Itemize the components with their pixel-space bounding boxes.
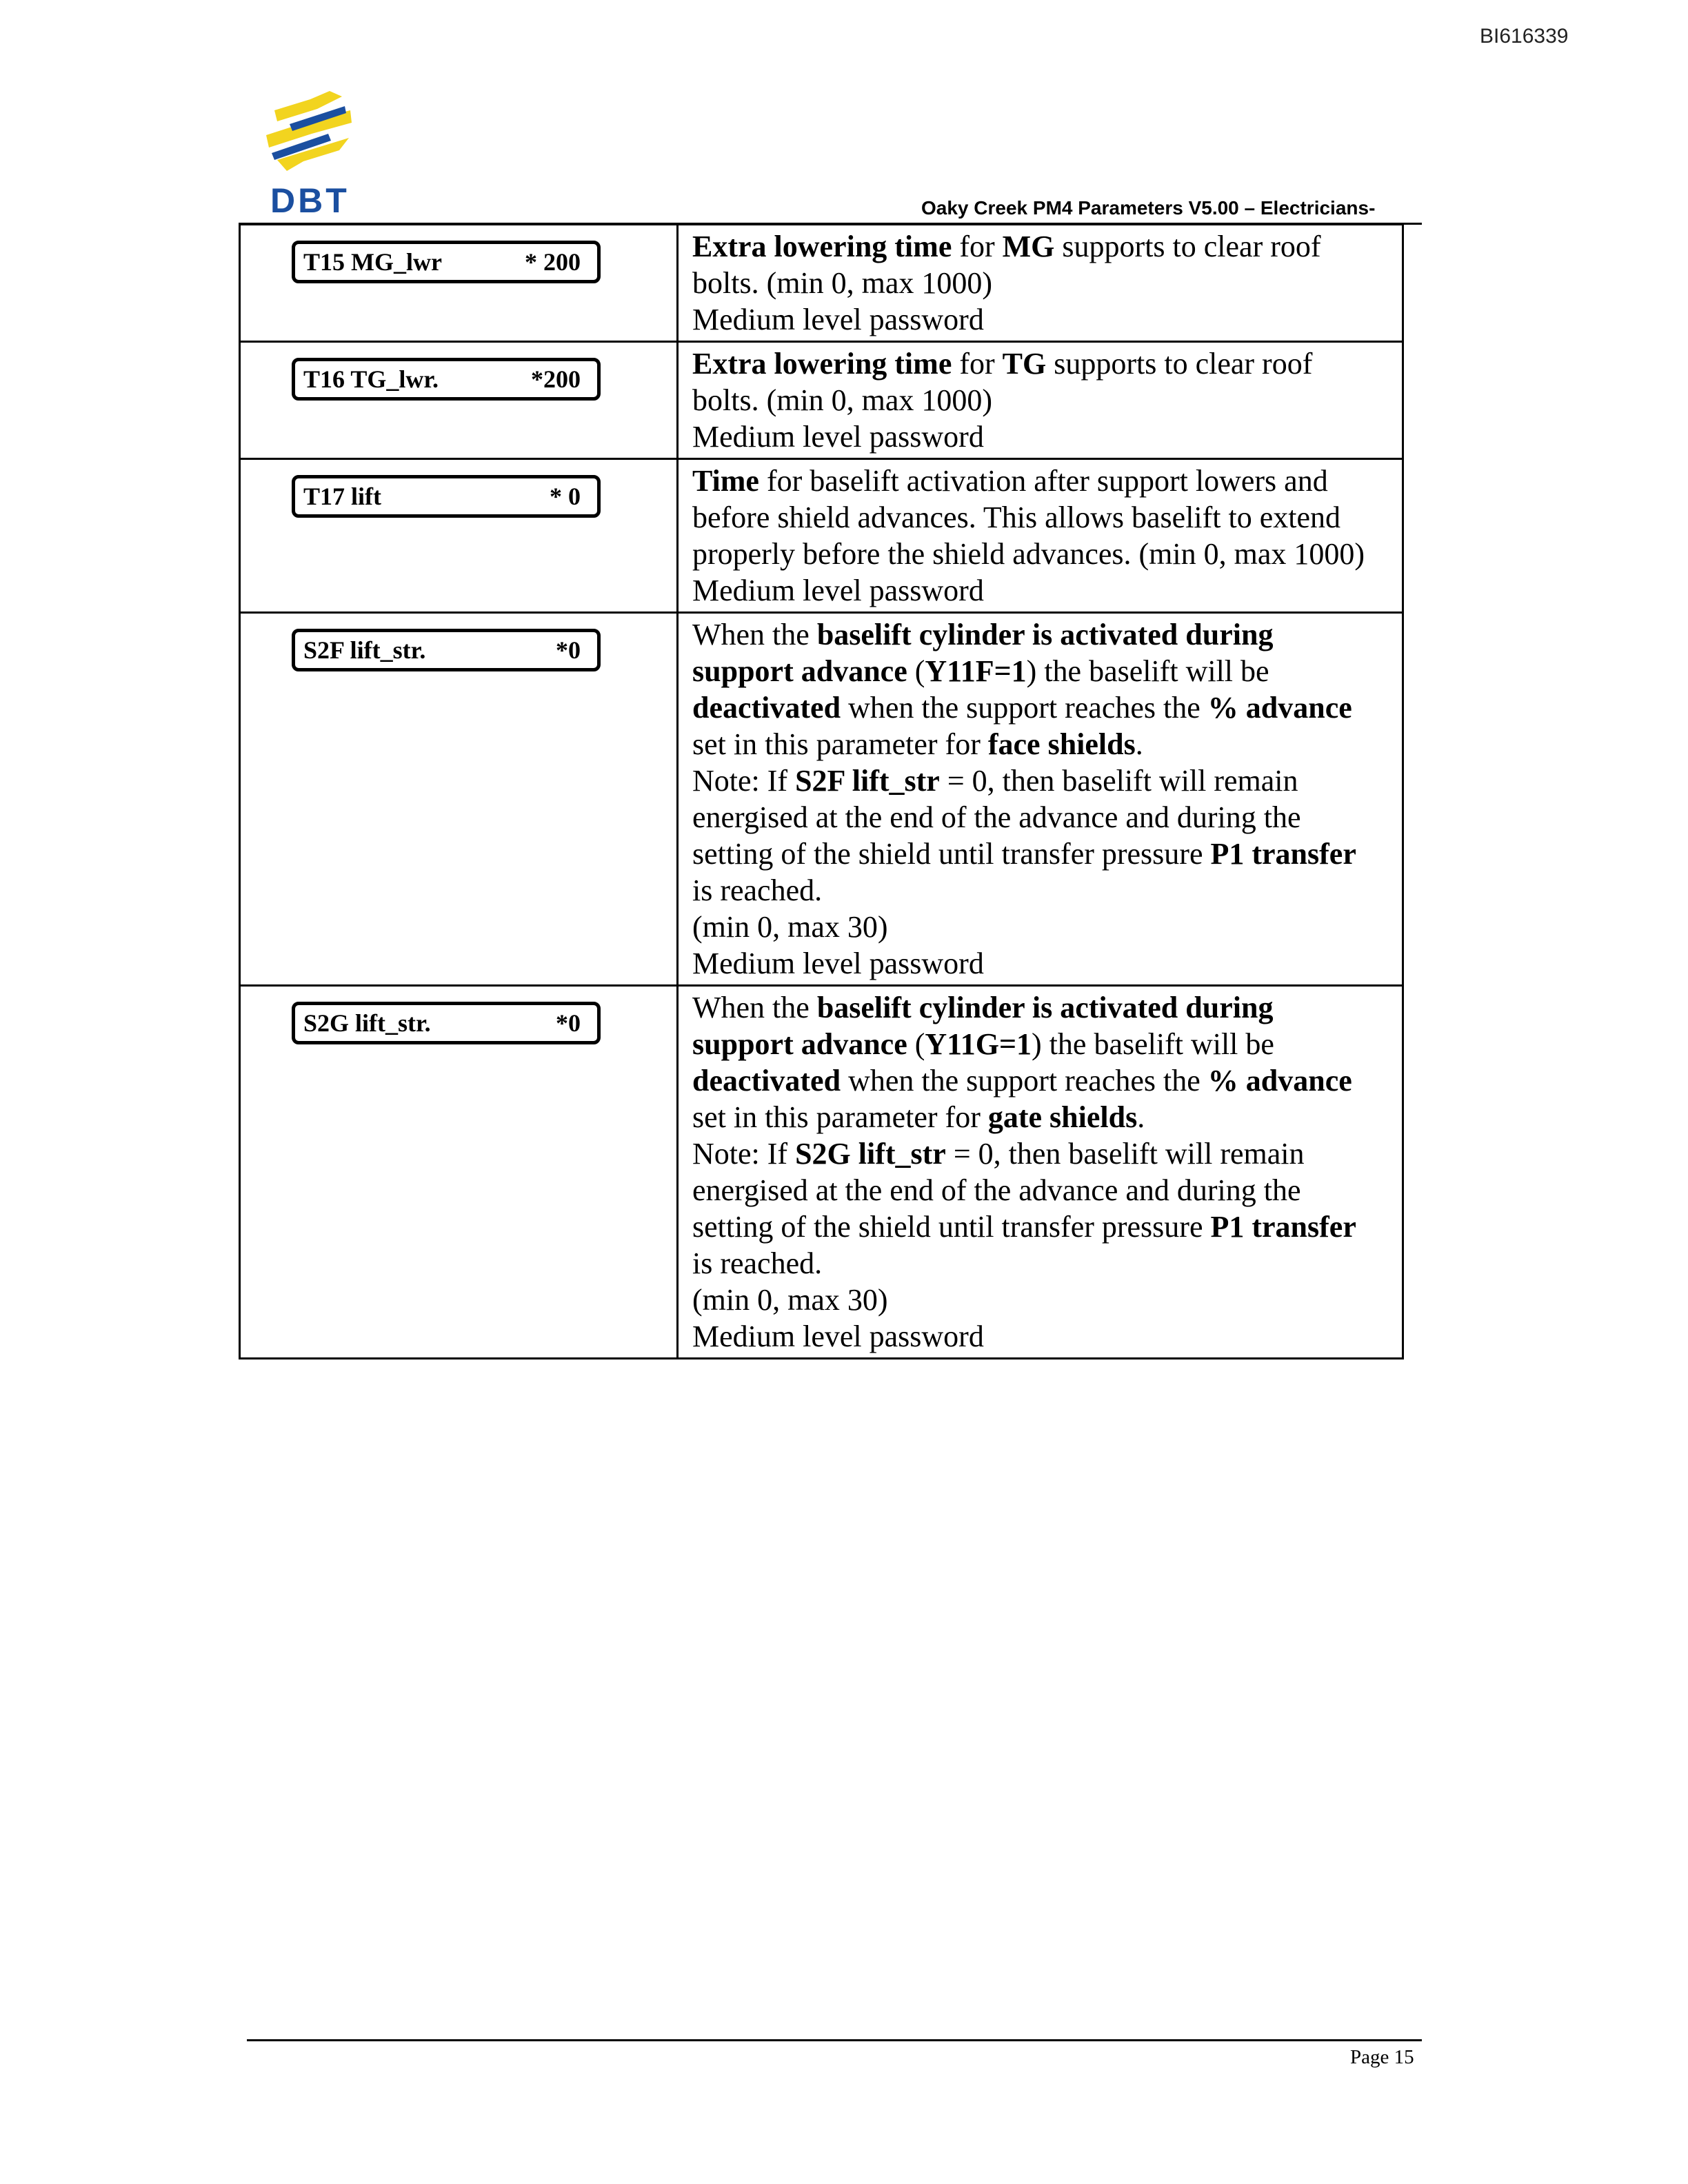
text: is reached. [692, 1246, 823, 1280]
parameter-display-box [292, 241, 601, 283]
description-line [692, 989, 1391, 1026]
description-line [692, 1026, 1391, 1062]
parameter-name: S2G lift_str. [303, 1009, 431, 1037]
description-line [692, 909, 1391, 945]
footer-rule [247, 2039, 1422, 2041]
parameter-row [240, 225, 1403, 342]
parameter-name: T17 lift [303, 483, 381, 510]
description-line [692, 799, 1391, 836]
text: set in this parameter for [692, 727, 988, 761]
description-line [692, 1099, 1391, 1135]
description-line [692, 418, 1391, 455]
bold-text: Y11F=1 [925, 654, 1027, 688]
text: Medium level password [692, 1320, 984, 1353]
parameter-table [239, 223, 1404, 1359]
text: setting of the shield until transfer pressure [692, 1210, 1211, 1244]
bold-text: deactivated [692, 1064, 841, 1098]
description-line [692, 1318, 1391, 1355]
text: energised at the end of the advance and during the [692, 800, 1301, 834]
parameter-row [240, 342, 1403, 459]
text: properly before the shield advances. (min 0, max 1000) [692, 537, 1365, 571]
parameter-cell [240, 342, 678, 459]
parameter-cell [240, 613, 678, 986]
description-line [692, 1172, 1391, 1209]
text: ) the baselift will be [1032, 1027, 1274, 1061]
bold-text: TG [1002, 347, 1047, 381]
parameter-name: T16 TG_lwr. [303, 365, 439, 393]
description-line [692, 572, 1391, 609]
bold-text: deactivated [692, 691, 841, 725]
text: Medium level password [692, 303, 984, 336]
text: (min 0, max 30) [692, 910, 888, 944]
parameter-value: *0 [556, 636, 581, 664]
description-line [692, 382, 1391, 418]
description-line [692, 1282, 1391, 1318]
text: bolts. (min 0, max 1000) [692, 266, 993, 300]
parameter-display-box [292, 1002, 601, 1044]
description-line [692, 945, 1391, 982]
text: Medium level password [692, 574, 984, 607]
parameter-row [240, 986, 1403, 1359]
description-line [692, 872, 1391, 909]
description-line [692, 463, 1391, 499]
text: supports to clear roof [1046, 347, 1313, 381]
description-line [692, 762, 1391, 799]
description-line [692, 1062, 1391, 1099]
running-header: Oaky Creek PM4 Parameters V5.00 – Electricians- [921, 197, 1376, 219]
text: set in this parameter for [692, 1100, 988, 1134]
parameter-cell [240, 459, 678, 613]
text: Note: If [692, 1137, 796, 1171]
description-line [692, 499, 1391, 536]
parameter-cell [240, 225, 678, 342]
parameter-cell [240, 986, 678, 1359]
text: energised at the end of the advance and during the [692, 1173, 1301, 1207]
document-id: BI616339 [1480, 25, 1569, 48]
description-line [692, 536, 1391, 572]
text: when the support reaches the [841, 691, 1208, 725]
bold-text: Extra lowering time [692, 230, 952, 263]
description-line [692, 726, 1391, 762]
bold-text: MG [1002, 230, 1055, 263]
description-cell [678, 459, 1403, 613]
page-number: Page 15 [1350, 2046, 1414, 2068]
description-line [692, 345, 1391, 382]
bold-text: support advance [692, 654, 907, 688]
parameter-row [240, 613, 1403, 986]
description-line [692, 836, 1391, 872]
logo-text: DBT [270, 181, 350, 220]
description-cell [678, 225, 1403, 342]
description-cell [678, 613, 1403, 986]
logo-mark-icon [262, 90, 359, 176]
bold-text: % advance [1207, 691, 1352, 725]
text: ( [907, 1027, 925, 1061]
parameter-name: T15 MG_lwr [303, 248, 442, 276]
bold-text: S2G lift_str [795, 1137, 946, 1171]
dbt-logo [262, 90, 365, 221]
text: . [1135, 727, 1143, 761]
parameter-display-box [292, 475, 601, 518]
text: Medium level password [692, 420, 984, 454]
description-line [692, 1135, 1391, 1172]
description-cell [678, 986, 1403, 1359]
text: for baselift activation after support lowers and [758, 464, 1328, 498]
parameter-name: S2F lift_str. [303, 636, 426, 664]
parameter-value: *200 [531, 365, 581, 393]
text: When the [692, 991, 817, 1024]
bold-text: Y11G=1 [925, 1027, 1032, 1061]
bold-text: Extra lowering time [692, 347, 952, 381]
parameter-row [240, 459, 1403, 613]
description-line [692, 301, 1391, 338]
parameter-value: * 0 [550, 483, 581, 510]
bold-text: baselift cylinder is activated during [816, 991, 1274, 1024]
bold-text: P1 transfer [1210, 1210, 1356, 1244]
text: . [1137, 1100, 1145, 1134]
bold-text: % advance [1207, 1064, 1352, 1098]
bold-text: S2F lift_str [795, 764, 940, 798]
description-line [692, 1209, 1391, 1245]
text: = 0, then baselift will remain [945, 1137, 1305, 1171]
bold-text: face shields [987, 727, 1136, 761]
parameter-value: *0 [556, 1009, 581, 1037]
text: for [952, 230, 1003, 263]
text: Medium level password [692, 947, 984, 980]
text: when the support reaches the [841, 1064, 1208, 1098]
bold-text: Time [692, 464, 759, 498]
description-line [692, 228, 1391, 265]
bold-text: support advance [692, 1027, 907, 1061]
bold-text: baselift cylinder is activated during [816, 618, 1274, 651]
text: ) the baselift will be [1026, 654, 1269, 688]
bold-text: gate shields [987, 1100, 1138, 1134]
text: ( [907, 654, 925, 688]
description-line [692, 1245, 1391, 1282]
text: = 0, then baselift will remain [939, 764, 1298, 798]
description-line [692, 653, 1391, 689]
parameter-display-box [292, 629, 601, 671]
description-line [692, 616, 1391, 653]
text: bolts. (min 0, max 1000) [692, 383, 993, 417]
text: Note: If [692, 764, 796, 798]
description-cell [678, 342, 1403, 459]
text: before shield advances. This allows baselift to extend [692, 501, 1341, 534]
description-line [692, 265, 1391, 301]
bold-text: P1 transfer [1210, 837, 1356, 871]
text: When the [692, 618, 817, 651]
text: (min 0, max 30) [692, 1283, 888, 1317]
parameter-display-box [292, 358, 601, 401]
parameter-value: * 200 [525, 248, 581, 276]
text: is reached. [692, 873, 823, 907]
text: for [952, 347, 1003, 381]
text: setting of the shield until transfer pressure [692, 837, 1211, 871]
text: supports to clear roof [1054, 230, 1321, 263]
description-line [692, 689, 1391, 726]
